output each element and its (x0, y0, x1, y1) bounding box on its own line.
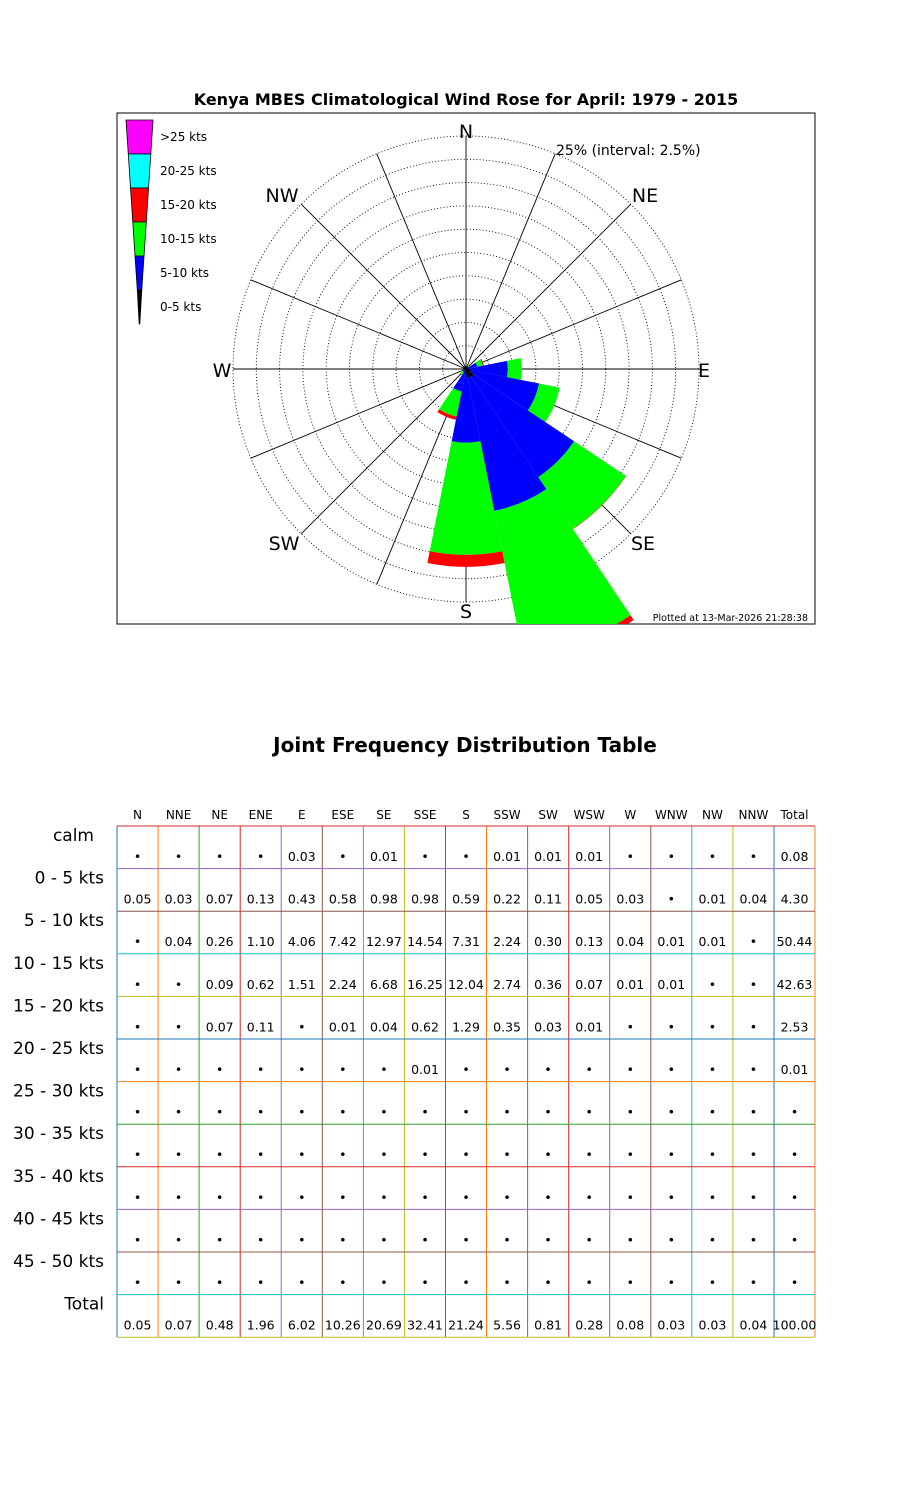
cell-r4-c4: • (298, 1019, 306, 1035)
cell-r8-c13: • (667, 1189, 675, 1205)
cell-r7-c12: • (626, 1147, 634, 1163)
cell-r5-c10: • (544, 1062, 552, 1077)
row-label-9: 40 - 45 kts (13, 1209, 104, 1230)
cell-r6-c4: • (298, 1104, 306, 1120)
wind-rose-chart (0, 0, 900, 640)
cell-r11-c8: 21.24 (448, 1317, 484, 1333)
cell-r3-c10: 0.36 (534, 976, 563, 992)
col-header-sse: SSE (413, 808, 437, 822)
ring-max-label: 25% (interval: 2.5%) (556, 143, 701, 159)
cell-r6-c0: • (133, 1104, 142, 1120)
cell-r9-c1: • (174, 1232, 183, 1248)
cell-r6-c9: • (503, 1104, 511, 1120)
cell-r2-c14: 0.01 (698, 934, 727, 950)
cell-r2-c10: 0.30 (534, 934, 563, 950)
cell-r7-c1: • (174, 1147, 183, 1163)
cell-r3-c1: • (174, 976, 183, 992)
cell-r11-c2: 0.48 (205, 1317, 234, 1333)
spoke-ne (466, 204, 631, 369)
cell-r1-c13: • (667, 891, 675, 907)
cell-r10-c15: • (749, 1275, 758, 1290)
cell-r3-c15: • (749, 976, 758, 992)
col-header-ese: ESE (331, 808, 355, 822)
cell-r9-c3: • (257, 1232, 265, 1248)
cell-r6-c5: • (339, 1104, 347, 1120)
cell-r2-c2: 0.26 (205, 934, 234, 950)
cell-r11-c1: 0.07 (164, 1317, 193, 1333)
col-header-wsw: WSW (573, 808, 605, 822)
cell-r10-c3: • (257, 1275, 265, 1290)
cell-r2-c9: 2.24 (493, 934, 522, 950)
petal-e-band-2 (507, 358, 522, 380)
cell-r7-c8: • (462, 1147, 470, 1163)
cell-r10-c14: • (708, 1275, 717, 1290)
col-header-total: Total (780, 808, 809, 822)
cell-r11-c7: 32.41 (407, 1317, 443, 1333)
cell-r0-c16: 0.08 (780, 849, 809, 864)
cell-r8-c9: • (503, 1189, 511, 1205)
row-label-2: 5 - 10 kts (23, 911, 104, 932)
spoke-ene (466, 280, 681, 369)
spoke-nnw (377, 154, 466, 369)
cell-r8-c10: • (544, 1189, 552, 1205)
cell-r6-c14: • (708, 1104, 717, 1120)
compass-label-ne: NE (631, 185, 659, 207)
col-header-nne: NNE (165, 808, 192, 822)
cell-r3-c6: 6.68 (369, 976, 398, 992)
cell-r6-c8: • (462, 1104, 470, 1120)
cell-r5-c7: 0.01 (411, 1062, 439, 1077)
cell-r3-c12: 0.01 (616, 976, 645, 992)
row-label-8: 35 - 40 kts (13, 1166, 104, 1187)
row-label-11: Total (64, 1294, 104, 1315)
cell-r0-c3: • (257, 849, 265, 864)
cell-r10-c2: • (216, 1275, 224, 1290)
cell-r5-c9: • (503, 1062, 511, 1077)
legend-label-4: 5-10 kts (160, 266, 209, 280)
cell-r4-c9: 0.35 (493, 1019, 522, 1035)
cell-r0-c2: • (216, 849, 224, 864)
cell-r0-c15: • (749, 849, 758, 864)
cell-r7-c6: • (380, 1147, 388, 1163)
cell-r3-c11: 0.07 (575, 976, 604, 992)
col-header-ssw: SSW (493, 808, 521, 822)
cell-r3-c16: 42.63 (776, 976, 813, 992)
cell-r7-c11: • (585, 1147, 593, 1163)
cell-r1-c0: 0.05 (123, 891, 152, 907)
row-label-4: 15 - 20 kts (13, 996, 104, 1017)
cell-r6-c2: • (216, 1104, 224, 1120)
compass-label-sw: SW (268, 533, 300, 555)
cell-r1-c10: 0.11 (534, 891, 563, 907)
legend-label-5: 0-5 kts (160, 300, 202, 314)
cell-r10-c0: • (133, 1275, 142, 1290)
cell-r4-c11: 0.01 (575, 1019, 604, 1035)
cell-r1-c1: 0.03 (164, 891, 193, 907)
row-label-6: 25 - 30 kts (13, 1081, 104, 1102)
cell-r11-c3: 1.96 (246, 1317, 275, 1333)
cell-r11-c16: 100.00 (772, 1317, 817, 1333)
cell-r11-c15: 0.04 (739, 1317, 768, 1333)
cell-r3-c8: 12.04 (448, 976, 484, 992)
cell-r10-c13: • (667, 1275, 675, 1290)
cell-r8-c3: • (257, 1189, 265, 1205)
cell-r1-c5: 0.58 (328, 891, 357, 907)
cell-r6-c11: • (585, 1104, 593, 1120)
cell-r4-c13: • (667, 1019, 675, 1035)
cell-r10-c6: • (380, 1275, 388, 1290)
cell-r3-c7: 16.25 (407, 976, 443, 992)
cell-r11-c12: 0.08 (616, 1317, 645, 1333)
col-header-se: SE (376, 808, 392, 822)
cell-r1-c2: 0.07 (205, 891, 234, 907)
row-label-7: 30 - 35 kts (13, 1124, 104, 1145)
cell-r5-c13: • (667, 1062, 675, 1077)
cell-r9-c16: • (790, 1232, 799, 1248)
cell-r2-c1: 0.04 (164, 934, 193, 950)
cell-r10-c4: • (298, 1275, 306, 1290)
cell-r1-c11: 0.05 (575, 891, 604, 907)
cell-r10-c1: • (174, 1275, 183, 1290)
compass-label-w: W (212, 360, 232, 382)
cell-r8-c1: • (174, 1189, 183, 1205)
cell-r1-c6: 0.98 (369, 891, 398, 907)
cell-r0-c6: 0.01 (369, 849, 398, 864)
cell-r4-c10: 0.03 (534, 1019, 563, 1035)
cell-r2-c7: 14.54 (407, 934, 443, 950)
cell-r0-c13: • (667, 849, 675, 864)
cell-r8-c7: • (421, 1189, 429, 1205)
cell-r9-c4: • (298, 1232, 306, 1248)
rose-petals (427, 358, 633, 640)
cell-r9-c9: • (503, 1232, 511, 1248)
cell-r11-c14: 0.03 (698, 1317, 727, 1333)
cell-r9-c15: • (749, 1232, 758, 1248)
cell-r2-c13: 0.01 (657, 934, 686, 950)
cell-r7-c4: • (298, 1147, 306, 1163)
cell-r10-c11: • (585, 1275, 593, 1290)
cell-r11-c6: 20.69 (366, 1317, 402, 1333)
cell-r1-c12: 0.03 (616, 891, 645, 907)
cell-r4-c7: 0.62 (411, 1019, 439, 1035)
cell-r5-c15: • (749, 1062, 758, 1077)
col-header-s: S (462, 808, 470, 822)
col-header-sw: SW (538, 808, 558, 822)
cell-r2-c4: 4.06 (287, 934, 316, 950)
cell-r10-c8: • (462, 1275, 470, 1290)
joint-frequency-table (0, 795, 900, 1355)
rose-title: Kenya MBES Climatological Wind Rose for April: 1979 - 2015 (193, 90, 739, 109)
cell-r0-c10: 0.01 (534, 849, 563, 864)
cell-r7-c7: • (421, 1147, 429, 1163)
cell-r2-c0: • (133, 934, 142, 950)
cell-r11-c4: 6.02 (287, 1317, 316, 1333)
cell-r5-c4: • (298, 1062, 306, 1077)
legend-swatch-3 (133, 222, 147, 256)
cell-r5-c3: • (257, 1062, 265, 1077)
cell-r0-c5: • (339, 849, 347, 864)
cell-r6-c10: • (544, 1104, 552, 1120)
cell-r11-c11: 0.28 (575, 1317, 604, 1333)
cell-r3-c5: 2.24 (328, 976, 357, 992)
spoke-nw (301, 204, 466, 369)
cell-r0-c12: • (626, 849, 634, 864)
cell-r0-c0: • (133, 849, 142, 864)
cell-r8-c5: • (339, 1189, 347, 1205)
cell-r4-c1: • (174, 1019, 183, 1035)
cell-r8-c8: • (462, 1189, 470, 1205)
cell-r8-c2: • (216, 1189, 224, 1205)
cell-r0-c11: 0.01 (575, 849, 604, 864)
cell-r9-c0: • (133, 1232, 142, 1248)
cell-r5-c11: • (585, 1062, 593, 1077)
legend-label-0: >25 kts (160, 130, 208, 144)
cell-r11-c0: 0.05 (123, 1317, 152, 1333)
cell-r5-c16: 0.01 (780, 1062, 809, 1077)
spoke-wnw (251, 280, 466, 369)
cell-r2-c5: 7.42 (328, 934, 357, 950)
cell-r9-c5: • (339, 1232, 347, 1248)
cell-r1-c15: 0.04 (739, 891, 768, 907)
cell-r9-c6: • (380, 1232, 388, 1248)
cell-r6-c3: • (257, 1104, 265, 1120)
cell-r4-c12: • (626, 1019, 634, 1035)
row-label-0: calm (52, 826, 94, 846)
compass-label-nw: NW (265, 185, 299, 207)
cell-r11-c13: 0.03 (657, 1317, 686, 1333)
cell-r8-c14: • (708, 1189, 717, 1205)
cell-r7-c15: • (749, 1147, 758, 1163)
cell-r7-c14: • (708, 1147, 717, 1163)
cell-r8-c15: • (749, 1189, 758, 1205)
cell-r0-c14: • (708, 849, 717, 864)
cell-r7-c3: • (257, 1147, 265, 1163)
cell-r9-c11: • (585, 1232, 593, 1248)
compass-label-s: S (459, 601, 473, 623)
legend-swatch-5 (137, 290, 142, 324)
cell-r6-c1: • (174, 1104, 183, 1120)
col-header-ne: NE (211, 808, 228, 822)
cell-r11-c9: 5.56 (493, 1317, 522, 1333)
cell-r7-c13: • (667, 1147, 675, 1163)
cell-r1-c7: 0.98 (411, 891, 439, 907)
cell-r5-c1: • (174, 1062, 183, 1077)
cell-r0-c7: • (421, 849, 429, 864)
row-label-5: 20 - 25 kts (13, 1039, 104, 1059)
cell-r2-c16: 50.44 (776, 934, 813, 950)
cell-r4-c16: 2.53 (780, 1019, 809, 1035)
cell-r7-c5: • (339, 1147, 347, 1163)
cell-r0-c8: • (462, 849, 470, 864)
cell-r10-c9: • (503, 1275, 511, 1290)
cell-r4-c5: 0.01 (328, 1019, 357, 1035)
cell-r1-c14: 0.01 (698, 891, 727, 907)
cell-r7-c10: • (544, 1147, 552, 1163)
cell-r2-c11: 0.13 (575, 934, 604, 950)
cell-r5-c0: • (133, 1062, 142, 1077)
col-header-ene: ENE (248, 808, 273, 822)
cell-r0-c1: • (174, 849, 183, 864)
cell-r5-c8: • (462, 1062, 470, 1077)
legend-label-3: 10-15 kts (160, 232, 217, 246)
cell-r6-c7: • (421, 1104, 429, 1120)
cell-r4-c8: 1.29 (452, 1019, 480, 1035)
spoke-nne (466, 154, 555, 369)
legend-swatch-1 (128, 154, 151, 188)
cell-r1-c3: 0.13 (246, 891, 275, 907)
cell-r1-c9: 0.22 (493, 891, 522, 907)
legend-swatch-2 (131, 188, 149, 222)
cell-r7-c2: • (216, 1147, 224, 1163)
cell-r9-c2: • (216, 1232, 224, 1248)
cell-r8-c16: • (790, 1189, 799, 1205)
cell-r3-c3: 0.62 (246, 976, 275, 992)
cell-r4-c15: • (749, 1019, 758, 1035)
col-header-e: E (298, 808, 306, 822)
cell-r5-c2: • (216, 1062, 224, 1077)
compass-label-se: SE (630, 533, 656, 555)
cell-r4-c3: 0.11 (246, 1019, 275, 1035)
legend-label-1: 20-25 kts (160, 164, 217, 178)
cell-r3-c0: • (133, 976, 142, 992)
cell-r2-c8: 7.31 (452, 934, 480, 950)
cell-r9-c12: • (626, 1232, 634, 1248)
col-header-n: N (133, 808, 142, 822)
cell-r0-c4: 0.03 (287, 849, 316, 864)
cell-r9-c8: • (462, 1232, 470, 1248)
rose-legend (126, 120, 217, 324)
cell-r3-c4: 1.51 (287, 976, 316, 992)
cell-r2-c6: 12.97 (366, 934, 402, 950)
col-header-nw: NW (701, 808, 723, 822)
cell-r11-c5: 10.26 (324, 1317, 361, 1333)
cell-r5-c12: • (626, 1062, 634, 1077)
cell-r2-c15: • (749, 934, 758, 950)
cell-r3-c2: 0.09 (205, 976, 234, 992)
cell-r4-c0: • (133, 1019, 142, 1035)
cell-r6-c16: • (790, 1104, 799, 1120)
cell-r0-c9: 0.01 (493, 849, 522, 864)
cell-r8-c4: • (298, 1189, 306, 1205)
legend-swatch-4 (135, 256, 144, 290)
cell-r7-c16: • (790, 1147, 799, 1163)
cell-r3-c14: • (708, 976, 717, 992)
col-header-nnw: NNW (738, 808, 769, 822)
plotted-at-stamp: Plotted at 13-Mar-2026 21:28:38 (652, 613, 808, 624)
row-label-3: 10 - 15 kts (13, 953, 104, 974)
cell-r2-c12: 0.04 (616, 934, 645, 950)
cell-r9-c10: • (544, 1232, 552, 1248)
cell-r10-c12: • (626, 1275, 634, 1290)
cell-r3-c13: 0.01 (657, 976, 686, 992)
cell-r10-c7: • (421, 1275, 429, 1290)
legend-label-2: 15-20 kts (160, 198, 217, 212)
cell-r8-c6: • (380, 1189, 388, 1205)
cell-r7-c9: • (503, 1147, 511, 1163)
cell-r9-c13: • (667, 1232, 675, 1248)
cell-r8-c12: • (626, 1189, 634, 1205)
row-label-10: 45 - 50 kts (13, 1252, 104, 1272)
cell-r9-c14: • (708, 1232, 717, 1248)
compass-label-e: E (697, 360, 711, 382)
cell-r9-c7: • (421, 1232, 429, 1248)
cell-r8-c0: • (133, 1189, 142, 1205)
cell-r3-c9: 2.74 (493, 976, 522, 992)
cell-r2-c3: 1.10 (246, 934, 275, 950)
cell-r6-c12: • (626, 1104, 634, 1120)
row-label-1: 0 - 5 kts (34, 868, 104, 889)
cell-r1-c16: 4.30 (780, 891, 809, 907)
cell-r5-c6: • (380, 1062, 388, 1077)
cell-r1-c4: 0.43 (287, 891, 316, 907)
cell-r6-c13: • (667, 1104, 675, 1120)
cell-r11-c10: 0.81 (534, 1317, 563, 1333)
cell-r8-c11: • (585, 1189, 593, 1205)
table-title: Joint Frequency Distribution Table (273, 733, 657, 757)
cell-r10-c5: • (339, 1275, 347, 1290)
cell-r4-c14: • (708, 1019, 717, 1035)
spoke-wsw (251, 369, 466, 458)
col-header-wnw: WNW (654, 808, 688, 822)
legend-swatch-0 (126, 120, 153, 154)
cell-r10-c16: • (790, 1275, 799, 1290)
compass-label-n: N (458, 121, 474, 143)
cell-r7-c0: • (133, 1147, 142, 1163)
cell-r4-c6: 0.04 (369, 1019, 398, 1035)
cell-r10-c10: • (544, 1275, 552, 1290)
cell-r1-c8: 0.59 (452, 891, 480, 907)
cell-r4-c2: 0.07 (205, 1019, 234, 1035)
cell-r5-c14: • (708, 1062, 717, 1077)
cell-r5-c5: • (339, 1062, 347, 1077)
cell-r6-c6: • (380, 1104, 388, 1120)
col-header-w: W (624, 808, 637, 822)
cell-r6-c15: • (749, 1104, 758, 1120)
